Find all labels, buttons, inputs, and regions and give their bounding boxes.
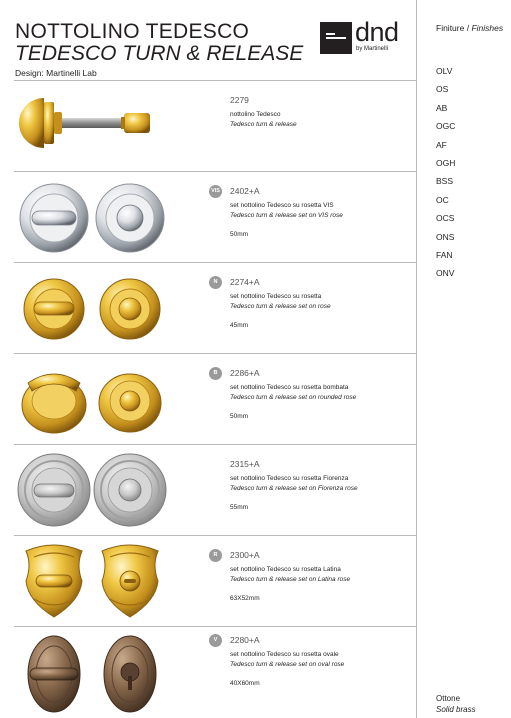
finish-code: AF (436, 139, 447, 150)
material-note (436, 693, 476, 715)
product-row (14, 444, 416, 535)
description-en: Tedesco turn & release set on Fiorenza rose (230, 484, 358, 492)
product-description (230, 201, 343, 220)
description-it: set nottolino Tedesco su rosetta (230, 293, 322, 300)
finishes-heading (436, 23, 503, 33)
material-it: Ottone (436, 694, 461, 703)
product-size: 55mm (230, 504, 249, 511)
product-row (14, 171, 416, 262)
product-code: 2300+A (230, 550, 260, 560)
finish-code: ONS (436, 231, 455, 242)
product-row (14, 353, 416, 444)
description-it: set nottolino Tedesco su rosetta bombata (230, 384, 349, 391)
product-row (14, 262, 416, 353)
rose-type-badge: R (209, 549, 222, 562)
product-description (230, 650, 344, 669)
product-description (230, 383, 356, 402)
product-code: 2402+A (230, 186, 260, 196)
dnd-logo (320, 17, 406, 54)
product-description (230, 110, 297, 129)
finish-code: OGC (436, 121, 456, 132)
finish-code: OCS (436, 213, 455, 224)
description-en: Tedesco turn & release set on rose (230, 302, 331, 310)
product-code: 2280+A (230, 635, 260, 645)
logo-byline: by Martinelli (356, 46, 389, 52)
rose-type-badge: V (209, 634, 222, 647)
description-it: nottolino Tedesco (230, 111, 281, 118)
material-en: Solid brass (436, 705, 476, 714)
description-en: Tedesco turn & release set on rounded rose (230, 393, 357, 401)
title-italian: NOTTOLINO TEDESCO (15, 20, 250, 43)
finish-code: OC (436, 194, 449, 205)
product-code: 2315+A (230, 459, 260, 469)
description-it: set nottolino Tedesco su rosetta Fiorenza (230, 475, 349, 482)
product-size: 45mm (230, 322, 249, 329)
product-size: 40X60mm (230, 680, 260, 687)
column-divider (416, 0, 417, 718)
product-code: 2274+A (230, 277, 260, 287)
product-code: 2286+A (230, 368, 260, 378)
description-it: set nottolino Tedesco su rosetta Latina (230, 566, 341, 573)
logo-mark (320, 22, 352, 54)
product-row (14, 80, 416, 171)
rose-type-badge: VIS (209, 185, 222, 198)
vis-rose-icon (14, 171, 204, 262)
rose-type-badge: B (209, 367, 222, 380)
finish-code: AB (436, 102, 448, 113)
title-english: TEDESCO TURN & RELEASE (15, 42, 304, 65)
description-en: Tedesco turn & release set on Latina rose (230, 575, 351, 583)
round-rose-icon (14, 262, 204, 353)
finishes-heading-it: Finiture / (436, 23, 472, 33)
product-size: 50mm (230, 231, 249, 238)
finish-code: BSS (436, 176, 454, 187)
fiorenza-rose-icon (14, 444, 204, 535)
finish-code: OS (436, 84, 449, 95)
description-it: set nottolino Tedesco su rosetta ovale (230, 651, 339, 658)
product-row (14, 535, 416, 626)
product-description (230, 292, 331, 311)
rose-type-badge: N (209, 276, 222, 289)
product-code: 2279 (230, 95, 249, 105)
product-size: 50mm (230, 413, 249, 420)
logo-word: dnd (355, 17, 399, 47)
finish-code: OGH (436, 157, 456, 168)
description-en: Tedesco turn & release (230, 120, 297, 128)
finishes-list (436, 62, 455, 283)
finish-code: OLV (436, 66, 453, 76)
product-description (230, 474, 358, 493)
description-en: Tedesco turn & release set on oval rose (230, 660, 345, 668)
product-row (14, 626, 416, 718)
designer-credit: Design: Martinelli Lab (15, 68, 97, 78)
finishes-heading-en: Finishes (471, 23, 504, 33)
oval-rose-icon (14, 626, 204, 718)
description-en: Tedesco turn & release set on VIS rose (230, 211, 343, 219)
product-description (230, 565, 350, 584)
rounded-rose-icon (14, 353, 204, 444)
product-size: 63X52mm (230, 595, 260, 602)
turn-release-spindle-icon (14, 80, 204, 171)
description-it: set nottolino Tedesco su rosetta VIS (230, 202, 334, 209)
finish-code: ONV (436, 268, 455, 279)
finish-code: FAN (436, 249, 453, 260)
latina-rose-icon (14, 535, 204, 626)
